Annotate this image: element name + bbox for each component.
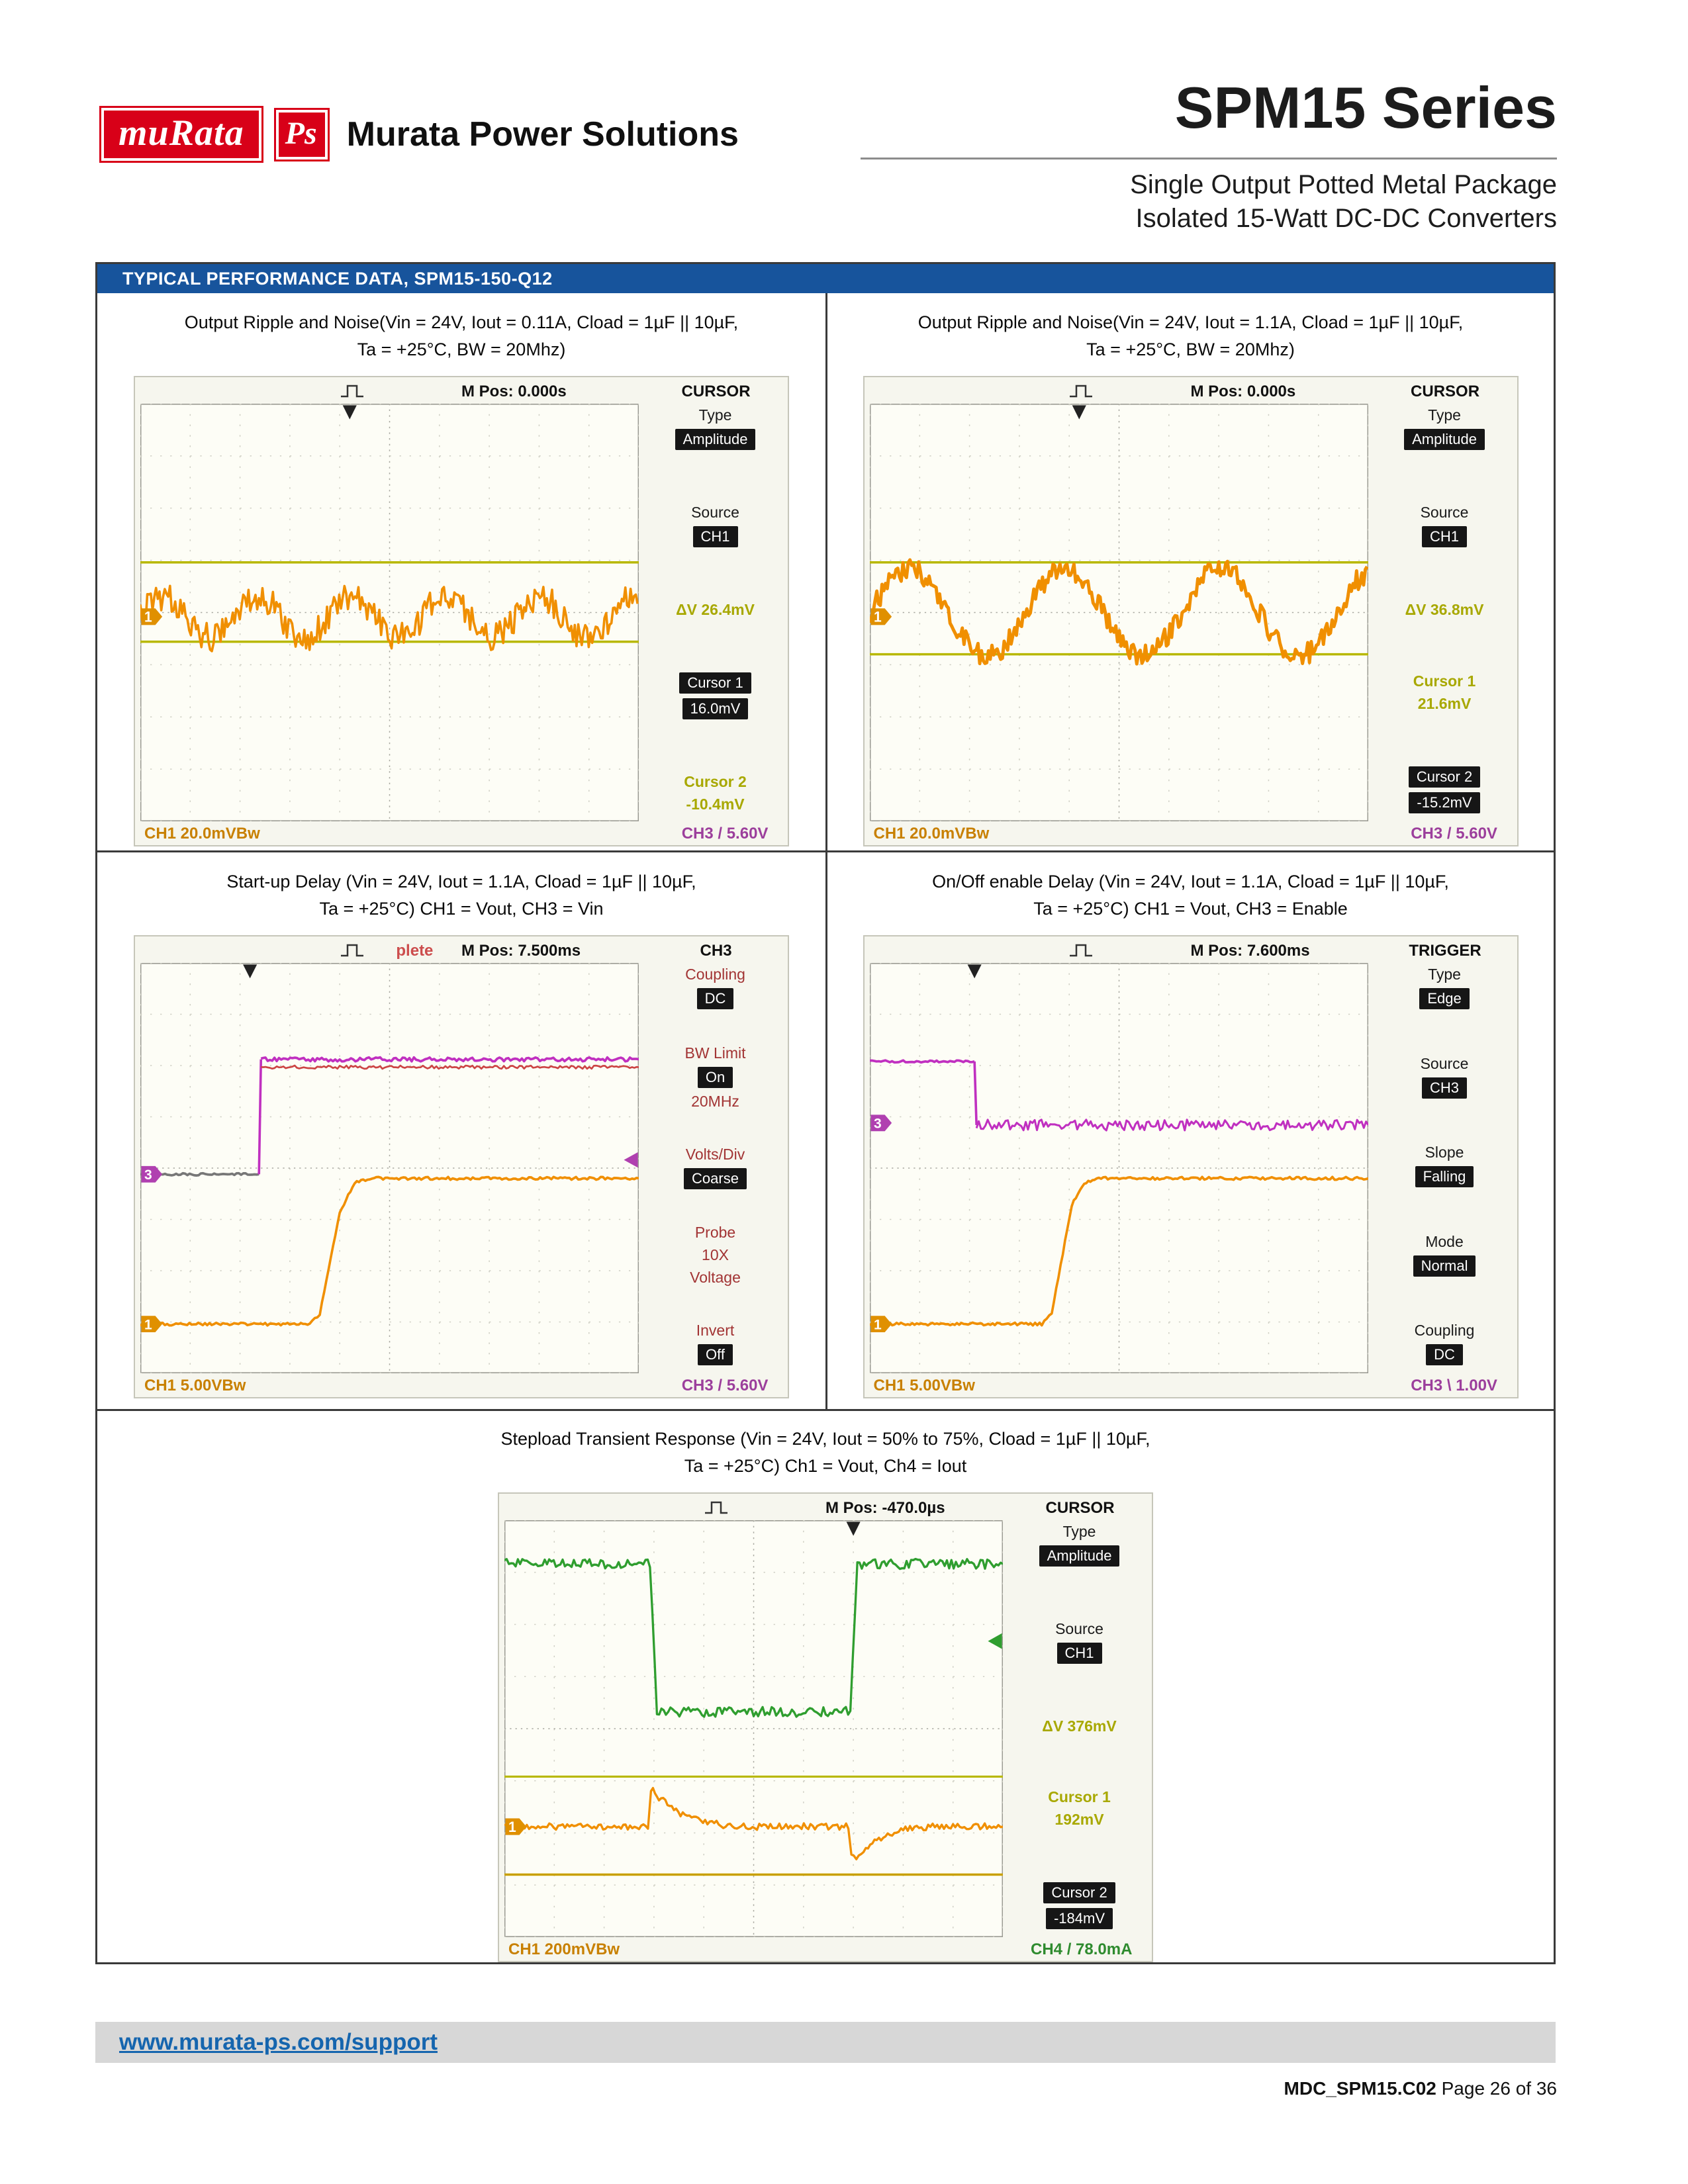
- caption-line: Stepload Transient Response (Vin = 24V, Iout = 50% to 75%, Cload = 1µF || 10µF,: [500, 1429, 1150, 1449]
- menu-item: 10X: [702, 1246, 729, 1264]
- panel-row-3: [97, 1409, 1554, 1962]
- graticule: [504, 1520, 1003, 1937]
- menu-group: [1405, 601, 1484, 619]
- channel1-scale-readout: CH1 5.00VBw: [144, 1377, 246, 1394]
- menu-group: [684, 773, 747, 813]
- panel-enable-delay: [825, 852, 1554, 1409]
- menu-group: [679, 672, 751, 719]
- graticule: [870, 404, 1368, 821]
- menu-title: CURSOR: [1045, 1499, 1115, 1517]
- menu-item: 20MHz: [691, 1092, 739, 1110]
- menu-item: Cursor 2: [1409, 766, 1480, 788]
- brand-logo-row: [99, 106, 739, 163]
- menu-item: Source: [1055, 1619, 1103, 1637]
- menu-item: 21.6mV: [1417, 695, 1472, 712]
- scope-readout-bar: [865, 821, 1517, 845]
- panel-ripple-low-load: [97, 293, 825, 850]
- series-title: SPM15 Series: [1174, 75, 1557, 140]
- trigger-channel-readout: CH3 / 5.60V: [1411, 825, 1497, 842]
- channel-marker-number: 1: [873, 1316, 882, 1333]
- menu-item: Source: [1420, 504, 1469, 521]
- caption-line: Ta = +25°C, BW = 20Mhz): [357, 339, 566, 359]
- support-link[interactable]: www.murata-ps.com/support: [119, 2029, 438, 2055]
- trigger-channel-readout: CH3 / 5.60V: [681, 1377, 769, 1394]
- menu-group: [684, 1146, 747, 1189]
- graticule: [870, 963, 1368, 1373]
- channel-marker-number: 1: [144, 608, 152, 625]
- menu-item: Type: [1428, 406, 1461, 424]
- scope-readout-bar: [135, 821, 788, 845]
- scope-display-area: [504, 1520, 1152, 1937]
- mpos-readout: M Pos: -470.0µs: [825, 1499, 945, 1517]
- menu-item: Source: [691, 504, 739, 521]
- menu-group: [1421, 504, 1469, 547]
- scope-status-bar: [499, 1494, 1152, 1520]
- document-reference: [1284, 2078, 1557, 2099]
- menu-group: [1413, 672, 1476, 713]
- trigger-channel-readout: CH4 / 78.0mA: [1031, 1940, 1133, 1958]
- menu-item: 192mV: [1055, 1811, 1104, 1829]
- panel-caption: [185, 309, 738, 363]
- panel-caption: [226, 868, 696, 922]
- caption-line: Ta = +25°C) CH1 = Vout, CH3 = Vin: [319, 898, 604, 919]
- scope-display-area: [870, 404, 1517, 821]
- menu-group: [1404, 406, 1485, 450]
- scope-side-menu: [1003, 1520, 1152, 1937]
- channel1-scale-readout: CH1 5.00VBw: [873, 1377, 975, 1394]
- menu-group: [691, 504, 739, 547]
- menu-item: Normal: [1413, 1255, 1476, 1277]
- scope-readout-bar: [499, 1937, 1152, 1961]
- menu-title: CURSOR: [681, 383, 751, 400]
- menu-item: Slope: [1425, 1144, 1464, 1161]
- caption-line: Start-up Delay (Vin = 24V, Iout = 1.1A, Cload = 1µF || 10µF,: [226, 872, 696, 891]
- menu-item: Cursor 1: [1048, 1788, 1111, 1806]
- menu-group: [1048, 1788, 1111, 1829]
- menu-item: On: [698, 1067, 733, 1088]
- menu-item: Mode: [1425, 1232, 1464, 1250]
- menu-title: CH3: [700, 942, 732, 960]
- scope-status-bar: [865, 936, 1517, 963]
- menu-item: -15.2mV: [1409, 792, 1479, 813]
- menu-group: [1413, 1233, 1476, 1277]
- scope-readout-bar: [865, 1373, 1517, 1397]
- menu-item: Falling: [1415, 1166, 1474, 1187]
- menu-item: Source: [1420, 1054, 1469, 1072]
- menu-group: [1055, 1620, 1103, 1664]
- menu-group: [1415, 1144, 1474, 1187]
- performance-data-section: [95, 262, 1556, 1964]
- caption-line: On/Off enable Delay (Vin = 24V, Iout = 1.1A, Cload = 1µF || 10µF,: [932, 872, 1449, 891]
- trigger-icon: [338, 942, 367, 959]
- channel1-scale-readout: CH1 200mVBw: [508, 1940, 620, 1958]
- trigger-icon: [702, 1499, 731, 1516]
- menu-item: Type: [1062, 1523, 1096, 1540]
- menu-group: [1409, 766, 1480, 813]
- scope-readout-bar: [135, 1373, 788, 1397]
- oscilloscope-screenshot-ripple-full: [863, 376, 1519, 846]
- subtitle-line1: Single Output Potted Metal Package: [1130, 170, 1557, 199]
- channel-marker-number: 3: [873, 1115, 882, 1132]
- menu-item: Amplitude: [675, 429, 756, 450]
- menu-item: CH1: [693, 526, 738, 547]
- mpos-readout: M Pos: 7.600ms: [1190, 942, 1310, 960]
- menu-item: Type: [698, 406, 732, 424]
- menu-item: Type: [1428, 966, 1461, 983]
- channel-marker-number: 1: [873, 608, 882, 625]
- menu-item: Probe: [694, 1224, 736, 1242]
- menu-group: [1415, 1322, 1475, 1365]
- menu-item: Cursor 1: [679, 672, 751, 694]
- panel-caption: [918, 309, 1463, 363]
- menu-group: [690, 1224, 741, 1287]
- menu-item: DC: [1426, 1344, 1463, 1365]
- menu-item: Cursor 2: [1043, 1882, 1115, 1903]
- panel-ripple-full-load: [825, 293, 1554, 850]
- menu-group: [676, 601, 755, 619]
- menu-item: 16.0mV: [682, 698, 749, 719]
- menu-group: [1421, 1055, 1469, 1099]
- menu-item: ΔV 36.8mV: [1405, 601, 1484, 618]
- menu-item: Cursor 2: [684, 773, 747, 790]
- menu-group: [1042, 1717, 1116, 1735]
- menu-item: BW Limit: [684, 1044, 746, 1062]
- caption-line: Ta = +25°C, BW = 20Mhz): [1086, 339, 1295, 359]
- caption-line: Ta = +25°C) Ch1 = Vout, Ch4 = Iout: [684, 1455, 967, 1476]
- ps-logo: Ps: [274, 108, 330, 161]
- channel1-scale-readout: CH1 20.0mVBw: [873, 825, 990, 842]
- panel-caption: [500, 1426, 1150, 1479]
- trigger-icon: [1066, 942, 1096, 959]
- caption-line: Ta = +25°C) CH1 = Vout, CH3 = Enable: [1033, 898, 1348, 919]
- menu-item: ΔV 376mV: [1042, 1717, 1117, 1735]
- header-rule: [861, 158, 1557, 159]
- scope-display-area: [140, 963, 788, 1373]
- trigger-icon: [1066, 383, 1096, 400]
- menu-item: Coarse: [684, 1168, 747, 1189]
- menu-item: Cursor 1: [1413, 672, 1476, 690]
- menu-group: [696, 1322, 735, 1365]
- menu-title: TRIGGER: [1409, 942, 1481, 960]
- graticule: [140, 963, 639, 1373]
- scope-status-bar: [135, 377, 788, 404]
- series-subtitle: [1130, 168, 1557, 236]
- channel-marker-number: 1: [508, 1818, 516, 1836]
- menu-item: Off: [698, 1344, 733, 1365]
- menu-item: Coupling: [1414, 1322, 1475, 1339]
- caption-line: Output Ripple and Noise(Vin = 24V, Iout = 1.1A, Cload = 1µF || 10µF,: [917, 312, 1464, 332]
- panel-startup-delay: [97, 852, 825, 1409]
- menu-item: Volts/Div: [685, 1145, 745, 1163]
- footer-bar: [95, 2022, 1556, 2063]
- menu-group: [1039, 1523, 1120, 1567]
- scope-display-area: [870, 963, 1517, 1373]
- scope-status-bar: [865, 377, 1517, 404]
- menu-item: DC: [697, 988, 734, 1009]
- trigger-icon: [338, 383, 367, 400]
- menu-item: Amplitude: [1404, 429, 1485, 450]
- section-title: TYPICAL PERFORMANCE DATA, SPM15-150-Q12: [122, 268, 553, 289]
- menu-group: [1043, 1882, 1115, 1929]
- mpos-readout: M Pos: 0.000s: [1190, 383, 1296, 400]
- subtitle-line2: Isolated 15-Watt DC-DC Converters: [1135, 204, 1557, 234]
- menu-group: [675, 406, 756, 450]
- mpos-readout: M Pos: 7.500ms: [461, 942, 581, 960]
- mpos-readout: M Pos: 0.000s: [461, 383, 567, 400]
- menu-item: Voltage: [690, 1269, 741, 1287]
- menu-item: Amplitude: [1039, 1545, 1120, 1567]
- graticule: [140, 404, 639, 821]
- page-number: Page 26 of 36: [1441, 2078, 1557, 2099]
- scope-status-bar: [135, 936, 788, 963]
- menu-group: [685, 966, 745, 1009]
- menu-title: CURSOR: [1411, 383, 1480, 400]
- brand-name: Murata Power Solutions: [346, 115, 739, 154]
- menu-group: [1419, 966, 1469, 1009]
- section-title-bar: [97, 264, 1554, 293]
- scope-side-menu: [639, 963, 788, 1373]
- channel-marker-number: 1: [144, 1316, 152, 1333]
- panel-row-1: [97, 293, 1554, 850]
- menu-item: CH1: [1422, 526, 1467, 547]
- oscilloscope-screenshot-ripple-low: [134, 376, 789, 846]
- trigger-channel-readout: CH3 \ 1.00V: [1411, 1377, 1497, 1394]
- oscilloscope-screenshot-stepload: [498, 1492, 1153, 1962]
- menu-item: Invert: [696, 1322, 735, 1339]
- murata-logo: muRata: [99, 106, 263, 163]
- menu-item: Coupling: [685, 966, 745, 983]
- caption-line: Output Ripple and Noise(Vin = 24V, Iout = 0.11A, Cload = 1µF || 10µF,: [184, 312, 739, 332]
- menu-group: [685, 1044, 746, 1111]
- menu-item: CH3: [1422, 1077, 1467, 1099]
- doc-number: MDC_SPM15.C02: [1284, 2078, 1436, 2099]
- scope-display-area: [140, 404, 788, 821]
- menu-item: Edge: [1419, 988, 1469, 1009]
- scope-side-menu: [1368, 963, 1517, 1373]
- oscilloscope-screenshot-enable: [863, 935, 1519, 1398]
- scope-side-menu: [1368, 404, 1517, 821]
- oscilloscope-screenshot-startup: [134, 935, 789, 1398]
- channel1-scale-readout: CH1 20.0mVBw: [144, 825, 260, 842]
- trigger-channel-readout: CH3 / 5.60V: [681, 825, 769, 842]
- panel-caption: [932, 868, 1449, 922]
- panel-row-2: [97, 850, 1554, 1409]
- channel-marker-number: 3: [144, 1166, 152, 1183]
- menu-item: CH1: [1057, 1643, 1102, 1664]
- acquisition-status-text: plete: [396, 942, 434, 960]
- menu-item: -10.4mV: [686, 796, 745, 813]
- menu-item: -184mV: [1046, 1908, 1113, 1929]
- scope-side-menu: [639, 404, 788, 821]
- menu-item: ΔV 26.4mV: [676, 601, 755, 618]
